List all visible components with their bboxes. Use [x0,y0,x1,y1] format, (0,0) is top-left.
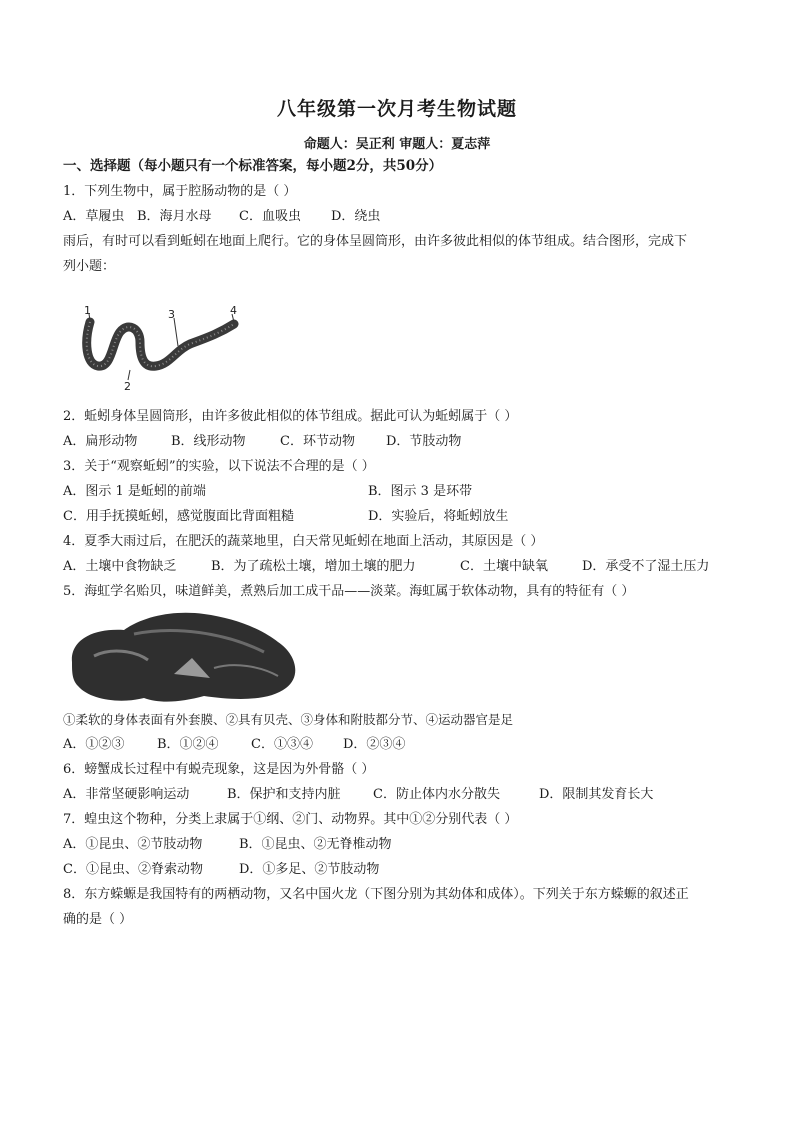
question-7-option-b: B．①昆虫、②无脊椎动物 [239,837,392,852]
question-4-option-c: C．土壤中缺氧 [460,559,548,574]
question-1-option-a: A．草履虫 [63,209,125,224]
question-7-option-c: C．①昆虫、②脊索动物 [63,862,203,877]
question-2-stem: 2．蚯蚓身体呈圆筒形，由许多彼此相似的体节组成。据此可认为蚯蚓属于（ ） [63,409,518,424]
question-3-option-a: A．图示 1 是蚯蚓的前端 [63,484,206,499]
question-7-option-d: D．①多足、②节肢动物 [239,862,380,877]
question-4-option-b: B．为了疏松土壤，增加土壤的肥力 [211,559,416,574]
label-3-leader [174,318,178,346]
question-6-option-a: A．非常坚硬影响运动 [63,787,190,802]
figure-label-2: 2 [124,380,131,392]
question-3-option-d: D．实验后，将蚯蚓放生 [368,509,509,524]
figure-label-1: 1 [84,304,91,317]
mussel-figure [64,604,314,706]
question-3-stem: 3．关于“观察蚯蚓”的实验，以下说法不合理的是（ ） [63,459,375,474]
question-6-option-c: C．防止体内水分散失 [373,787,500,802]
question-2-option-d: D．节肢动物 [386,434,462,449]
question-5-stem: 5．海虹学名贻贝，味道鲜美，煮熟后加工成干品——淡菜。海虹属于软体动物，具有的特征有（ ） [63,584,635,599]
earthworm-intro-line-2: 列小题： [63,259,116,274]
exam-authors: 命题人：吴正利 审题人：夏志萍 [303,137,491,152]
question-2-option-a: A．扁形动物 [63,434,138,449]
question-6-stem: 6．螃蟹成长过程中有蜕壳现象，这是因为外骨骼（ ） [63,762,375,777]
figure-label-4: 4 [230,304,237,317]
question-3-option-c: C．用手抚摸蚯蚓，感觉腹面比背面粗糙 [63,509,294,524]
question-1-option-d: D．绕虫 [331,209,381,224]
question-1-stem: 1．下列生物中，属于腔肠动物的是（ ） [63,184,297,199]
question-7-stem: 7．蝗虫这个物种，分类上隶属于①纲、②门、动物界。其中①②分别代表（ ） [63,812,518,827]
question-5-option-c: C．①③④ [251,737,313,752]
earthworm-figure [78,302,248,392]
figure-label-3: 3 [168,308,175,321]
earthworm-intro-line-1: 雨后，有时可以看到蚯蚓在地面上爬行。它的身体呈圆筒形，由许多彼此相似的体节组成。结合图形，完成下 [63,234,688,249]
question-1-option-b: B．海月水母 [137,209,212,224]
question-5-option-b: B．①②④ [157,737,219,752]
question-5-option-d: D．②③④ [343,737,406,752]
earthworm-body [87,322,234,366]
question-6-option-d: D．限制其发育长大 [539,787,654,802]
question-3-option-b: B．图示 3 是环带 [368,484,473,499]
question-5-features: ①柔软的身体表面有外套膜、②具有贝壳、③身体和附肢都分节、④运动器官是足 [63,712,514,727]
question-1-option-c: C．血吸虫 [239,209,301,224]
section-title: 一、选择题（每小题只有一个标准答案，每小题2分，共50分） [63,158,443,174]
question-2-option-c: C．环节动物 [280,434,355,449]
question-4-option-d: D．承受不了湿土压力 [582,559,710,574]
label-2-leader [128,370,130,380]
question-6-option-b: B．保护和支持内脏 [227,787,341,802]
page-title: 八年级第一次月考生物试题 [276,98,517,120]
question-8-stem-line-2: 确的是（ ） [63,912,133,927]
question-5-option-a: A．①②③ [63,737,125,752]
mussel-shells [72,613,295,702]
question-8-stem-line-1: 8．东方蝾螈是我国特有的两栖动物，又名中国火龙（下图分别为其幼体和成体）。下列关于东方蝾螈的叙述正 [63,887,689,902]
question-2-option-b: B．线形动物 [171,434,246,449]
question-7-option-a: A．①昆虫、②节肢动物 [63,837,203,852]
question-4-option-a: A．土壤中食物缺乏 [63,559,177,574]
question-4-stem: 4．夏季大雨过后，在肥沃的蔬菜地里，白天常见蚯蚓在地面上活动，其原因是（ ） [63,534,544,549]
